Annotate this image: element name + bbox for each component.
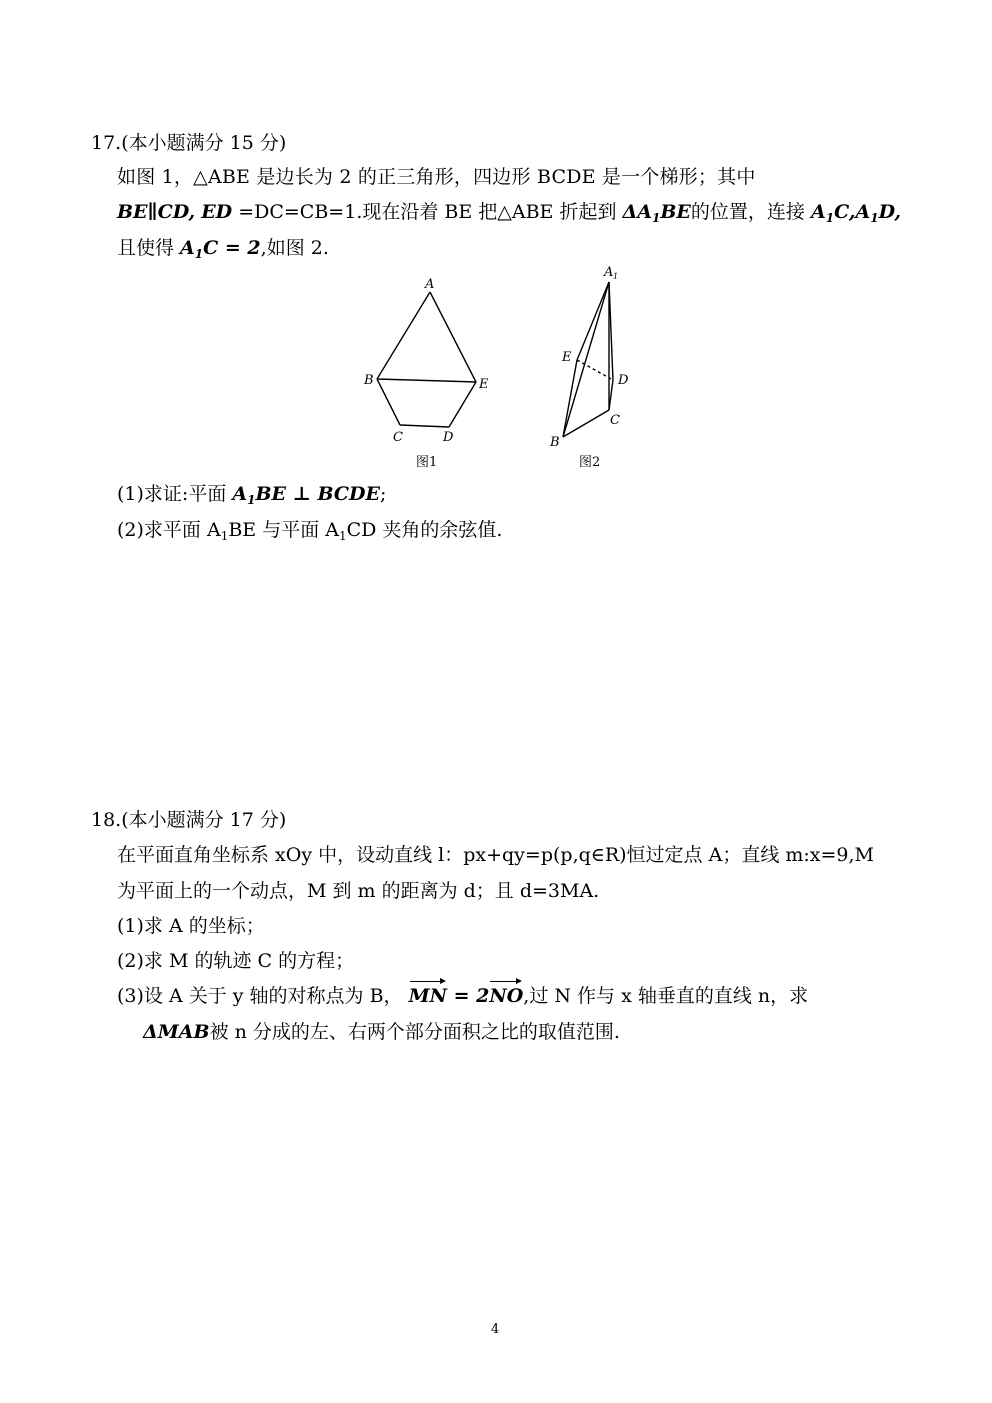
page-number: 4: [491, 1322, 500, 1337]
fig2-label-a1-sub: 1: [613, 272, 619, 281]
text-fold: =DC=CB=1.现在沿着 BE 把△ABE 折起到: [232, 201, 623, 223]
math-triangle-a1: ΔA: [622, 201, 652, 223]
fig1-label-e: E: [479, 377, 489, 392]
text-such-that: 且使得: [117, 237, 181, 259]
text: 被 n 分成的左、右两个部分面积之比的取值范围.: [209, 1021, 620, 1043]
text-prove: (1)求证:平面: [117, 483, 233, 505]
q18-line1: 在平面直角坐标系 xOy 中，设动直线 l：px+qy=p(p,q∈R)恒过定点 A；直线 m:x=9,M: [117, 844, 874, 866]
math-ed: ED: [201, 201, 233, 223]
text-semicolon: ;: [379, 483, 387, 505]
math-triangle-mab: ΔMAB: [143, 1021, 210, 1043]
text: BE 与平面 A: [228, 519, 339, 541]
fig1-label-d: D: [443, 430, 454, 445]
q17-line1: 如图 1，△ABE 是边长为 2 的正三角形，四边形 BCDE 是一个梯形；其中: [117, 166, 756, 188]
math-eq-2: = 2: [446, 985, 490, 1007]
math-a: A: [810, 201, 826, 223]
q17-part1: [117, 482, 386, 512]
math-d: D,: [878, 201, 901, 223]
fig2-label-a1: A: [604, 265, 614, 280]
math-a: A: [232, 483, 248, 505]
text: CD 夹角的余弦值.: [346, 519, 503, 541]
text-sub: 1: [220, 529, 229, 543]
fig1-label-a: A: [425, 277, 435, 292]
math-ca: C,A: [834, 201, 871, 223]
text: (3)设 A 关于 y 轴的对称点为 B，: [117, 985, 403, 1007]
math-sub: 1: [247, 493, 256, 507]
math-sub: 1: [194, 247, 204, 261]
fig2-label-d: D: [618, 373, 629, 388]
fig2-label-e: E: [562, 350, 572, 365]
fig2-caption: 图2: [579, 455, 601, 470]
math-a: A: [180, 237, 195, 259]
fig1-label-b: B: [364, 373, 374, 388]
q17-figures: [0, 0, 992, 480]
q17-header: 17.(本小题满分 15 分): [91, 132, 287, 154]
math-be: BE: [660, 201, 691, 223]
q18-part2: (2)求 M 的轨迹 C 的方程；: [117, 950, 355, 972]
math-sub: 1: [870, 211, 879, 225]
math-perp: BE ⊥ BCDE: [255, 483, 380, 505]
vector-no: NO: [489, 985, 524, 1007]
math-sub: 1: [825, 211, 835, 225]
math-sub: 1: [652, 211, 661, 225]
math-c-eq-2: C = 2: [203, 237, 261, 259]
text-position: 的位置，连接: [690, 201, 811, 223]
text: ,过 N 作与 x 轴垂直的直线 n，求: [523, 985, 809, 1007]
figure-1: [377, 292, 476, 427]
q18-part1: (1)求 A 的坐标；: [117, 915, 265, 937]
fig1-caption: 图1: [416, 455, 438, 470]
fig2-label-b: B: [550, 435, 560, 450]
math-be-parallel-cd: BE∥CD,: [117, 201, 196, 223]
q18-header: 18.(本小题满分 17 分): [91, 809, 287, 831]
text-sub: 1: [338, 529, 347, 543]
q17-part2: [117, 518, 502, 548]
q18-part3-cont: [143, 1020, 620, 1044]
vector-mn: MN: [408, 985, 447, 1007]
text-fig2: ,如图 2.: [260, 237, 329, 259]
q18-part3: [117, 984, 808, 1008]
fig2-label-c: C: [610, 413, 620, 428]
text: (2)求平面 A: [117, 519, 221, 541]
q18-line2: 为平面上的一个动点，M 到 m 的距离为 d；且 d=3MA.: [117, 880, 600, 902]
fig1-label-c: C: [393, 430, 403, 445]
